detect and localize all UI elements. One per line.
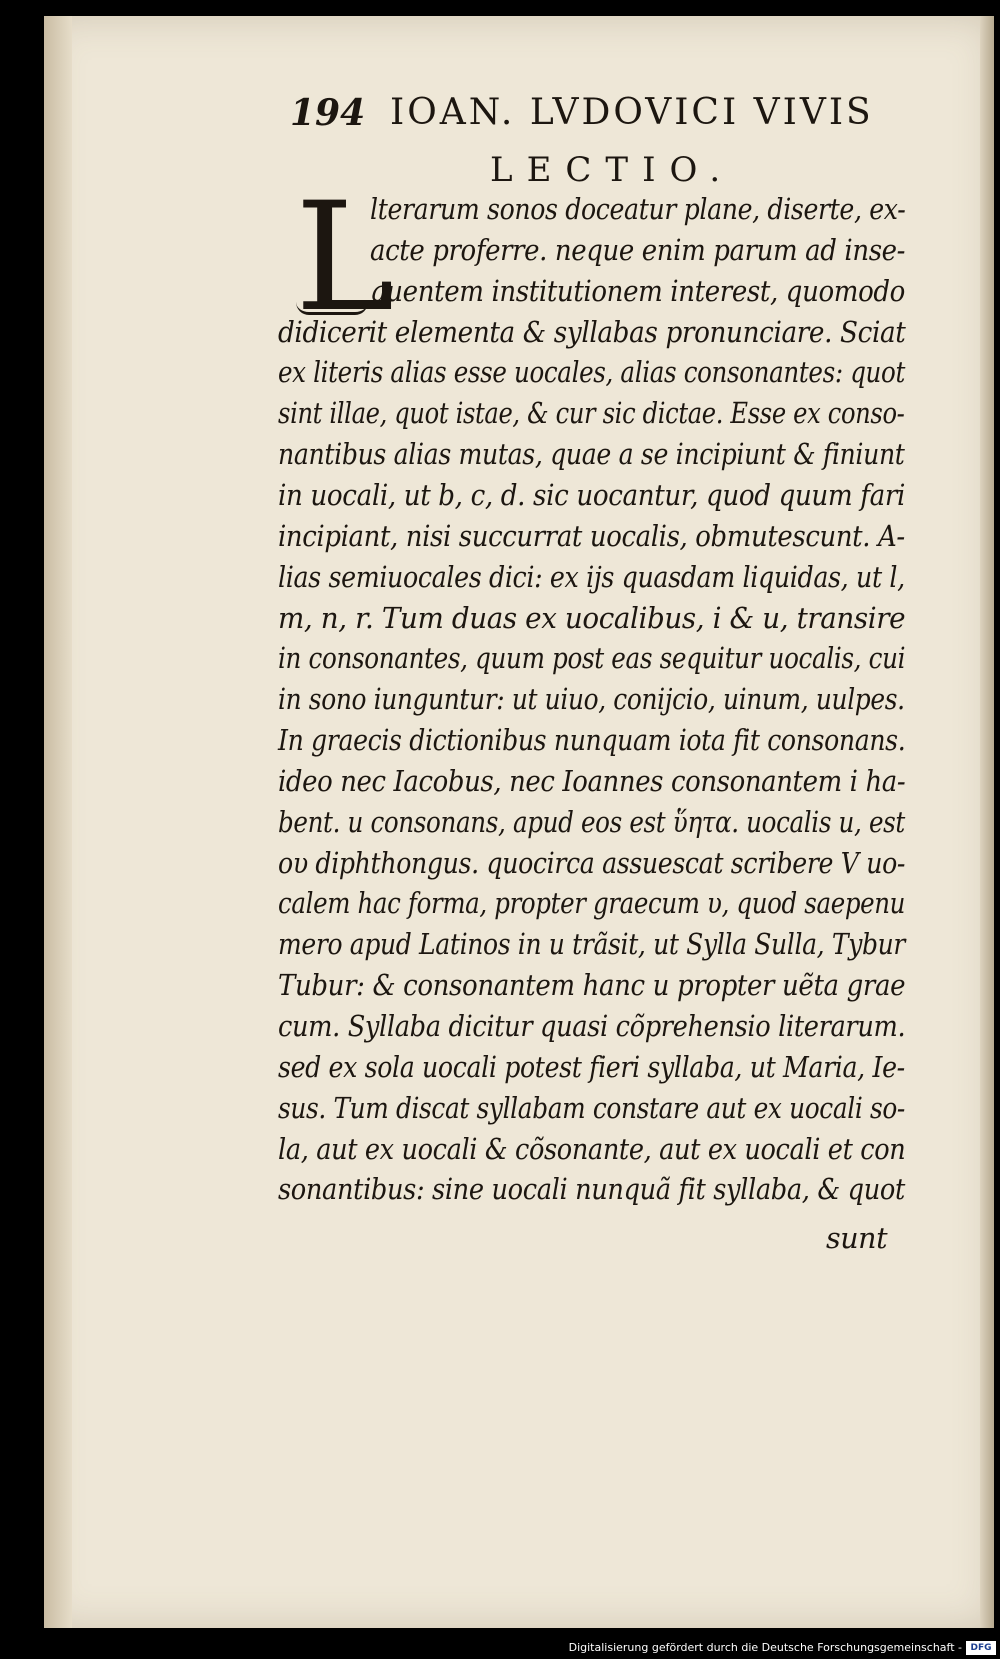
catchword: sunt [826, 1222, 888, 1255]
text-line: nantibus alias mutas, quae a se incipiunt & finiunt [278, 438, 905, 472]
dfg-logo: DFG [966, 1641, 996, 1655]
text-line: bent. u consonans, apud eos est ὕητα. uocalis u, est [278, 805, 905, 839]
text-line: m, n, r. Tum duas ex uocalibus, i & u, transire [278, 601, 906, 635]
drop-capital: L [295, 171, 395, 345]
text-line: Tubur: & consonantem hanc u propter uẽta grae [278, 969, 906, 1003]
text-line: incipiant, nisi succurrat uocalis, obmutescunt. A- [278, 519, 905, 553]
page-gutter [44, 16, 72, 1628]
text-line: mero apud Latinos in u trãsit, ut Sylla Sulla, Tybur [278, 928, 906, 962]
text-line: in uocali, ut b, c, d. sic uocantur, quod quum fari [278, 478, 905, 512]
running-head: IOAN. LVDOVICI VIVIS [390, 92, 874, 133]
footer-credit: Digitalisierung gefördert durch die Deutsche Forschungsgemeinschaft - [568, 1641, 962, 1654]
text-line: acte proferre. neque enim parum ad inse- [370, 233, 906, 267]
drop-capital-flourish [296, 302, 368, 315]
text-line: quentem institutionem interest, quomodo [370, 274, 905, 308]
text-line: ex literis alias esse uocales, alias consonantes: quot [278, 356, 905, 390]
text-line: sonantibus: sine uocali nunquã fit syllaba, & quot [278, 1173, 905, 1207]
text-line: in consonantes, quum post eas sequitur uocalis, cui [278, 642, 906, 676]
text-line: sed ex sola uocali potest fieri syllaba, ut Maria, Ie- [278, 1050, 905, 1084]
text-line: ideo nec Iacobus, nec Ioannes consonantem i ha- [278, 764, 906, 798]
text-line: cum. Syllaba dicitur quasi cõprehensio literarum. [278, 1010, 906, 1043]
page-number: 194 [290, 92, 366, 134]
text-line: lterarum sonos doceatur plane, diserte, ex- [370, 193, 906, 226]
text-line: didicerit elementa & syllabas pronunciare. Sciat [278, 315, 906, 349]
text-line: la, aut ex uocali & cõsonante, aut ex uocali et con [278, 1132, 906, 1166]
text-line: sus. Tum discat syllabam constare aut ex uocali so- [278, 1091, 905, 1125]
text-line: lias semiuocales dici: ex ijs quasdam liquidas, ut l, [278, 560, 905, 594]
text-line: In graecis dictionibus nunquam iota fit consonans. [278, 724, 906, 758]
page-fore-edge [980, 16, 994, 1628]
text-line: sint illae, quot istae, & cur sic dictae. Esse ex conso- [278, 397, 905, 431]
text-line: ου diphthongus. quocirca assuescat scribere V uo- [278, 846, 906, 880]
text-line: in sono iunguntur: ut uiuo, conijcio, uinum, uulpes. [278, 683, 905, 717]
section-title: LECTIO. [490, 150, 735, 190]
text-line: calem hac forma, propter graecum υ, quod saepenu [278, 887, 906, 921]
